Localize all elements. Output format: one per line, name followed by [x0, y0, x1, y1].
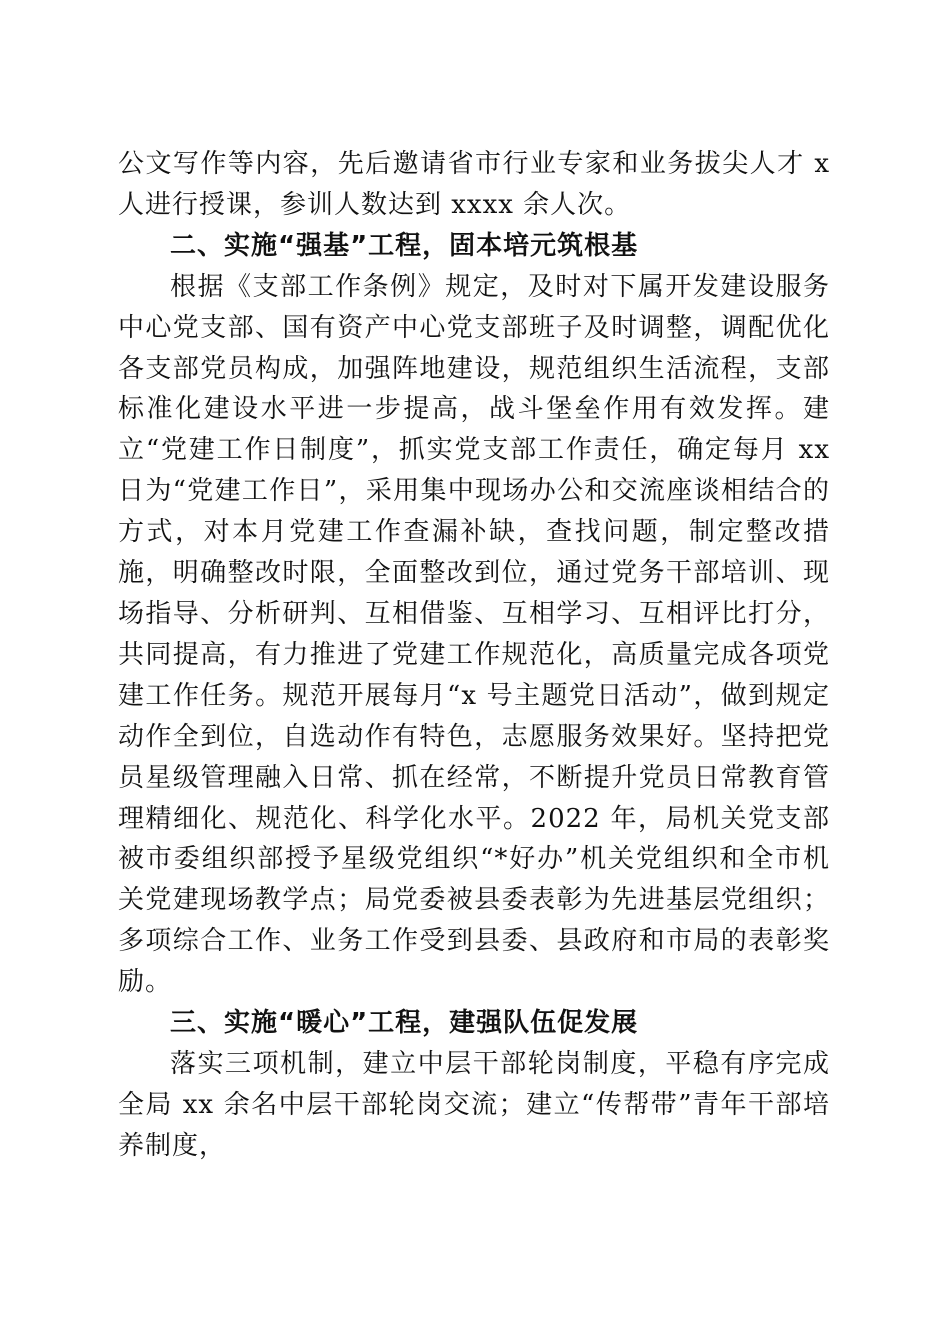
paragraph-3: 落实三项机制，建立中层干部轮岗制度，平稳有序完成全局 xx 余名中层干部轮岗交流；建立“传帮带”青年干部培养制度，: [118, 1048, 830, 1161]
section-heading-3: 三、实施“暖心”工程，建强队伍促发展: [170, 1008, 639, 1039]
document-body: [118, 144, 830, 1167]
paragraph-2: 根据《支部工作条例》规定，及时对下属开发建设服务中心党支部、国有资产中心党支部班子及时调整，调配优化各支部党员构成，加强阵地建设，规范组织生活流程，支部标准化建设水平进一步提高，战斗堡垒作用有效发挥。建立“党建工作日制度”，抓实党支部工作责任，确定每月 xx 日为“党建工作日”，采用集中现场办公和交流座谈相结合的方式，对本月党建工作查漏补缺，查找问题，制定整改措施，明确整改时限，全面整改到位，通过党务干部培训、现场指导、分析研判、互相借鉴、互相学习、互相评比打分，共同提高，有力推进了党建工作规范化，高质量完成各项党建工作任务。规范开展每月“x 号主题党日活动”，做到规定动作全到位，自选动作有特色，志愿服务效果好。坚持把党员星级管理融入日常、抓在经常，不断提升党员日常教育管理精细化、规范化、科学化水平。2022 年，局机关党支部被市委组织部授予星级党组织“*好办”机关党组织和全市机关党建现场教学点；局党委被县委表彰为先进基层党组织；多项综合工作、业务工作受到县委、县政府和市局的表彰奖励。: [118, 271, 830, 998]
paragraph-continued: 公文写作等内容，先后邀请省市行业专家和业务拔尖人才 x 人进行授课，参训人数达到 xxxx 余人次。: [118, 149, 830, 220]
section-heading-2: 二、实施“强基”工程，固本培元筑根基: [170, 230, 639, 261]
